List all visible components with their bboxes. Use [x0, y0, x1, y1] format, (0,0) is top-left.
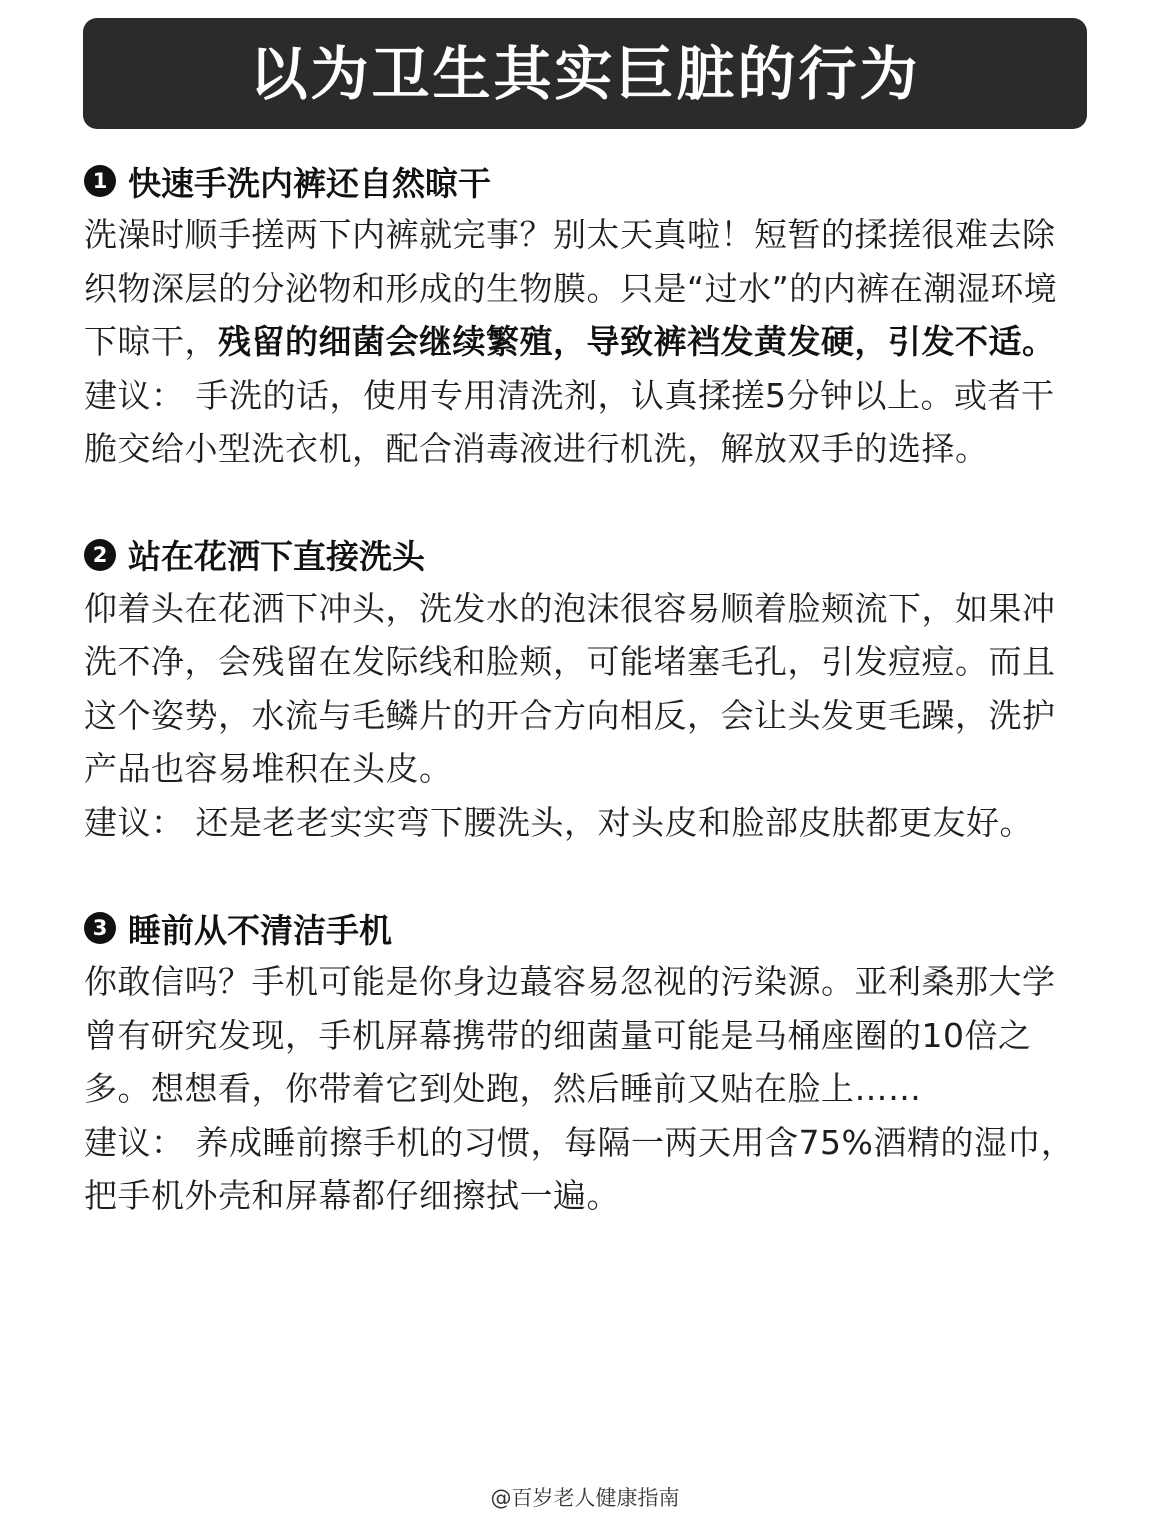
article-content: [84, 154, 1084, 1223]
watermark-footer: @百岁老人健康指南: [490, 1486, 680, 1510]
section-heading: [84, 528, 1084, 582]
body-text: 洗澡时顺手搓两下内裤就完事？别太天真啦！短暂的揉搓很难去除织物深层的分泌物和形成的生物膜。只是“过水”的内裤在潮湿环境下晾干，: [84, 215, 1058, 361]
section-heading-text: 快速手洗内裤还自然晾干: [128, 163, 491, 203]
section-suggestion: [84, 1116, 1084, 1223]
circled-number-icon: 3: [84, 912, 116, 944]
section-body: [84, 582, 1084, 796]
circled-number-icon: 2: [84, 539, 116, 571]
body-emphasis: 残留的细菌会继续繁殖，导致裤裆发黄发硬，引发不适。: [218, 322, 1056, 361]
section-heading: [84, 901, 1084, 955]
section-heading-text: 站在花洒下直接洗头: [128, 537, 425, 576]
suggestion-label: 建议：: [84, 375, 185, 415]
circled-number-icon: 1: [84, 165, 116, 197]
suggestion-text: 养成睡前擦手机的习惯，每隔一两天用含75%酒精的湿巾，把手机外壳和屏幕都仔细擦拭一遍。: [84, 1122, 1075, 1215]
section-2: [84, 528, 1084, 850]
suggestion-label: 建议：: [84, 1122, 185, 1162]
section-body: [84, 955, 1084, 1116]
section-heading: [84, 154, 1084, 208]
page-title: 以为卫生其实巨脏的行为: [249, 39, 921, 108]
title-banner: [83, 18, 1087, 129]
section-1: [84, 154, 1084, 476]
body-text: 仰着头在花洒下冲头，洗发水的泡沫很容易顺着脸颊流下，如果冲洗不净，会残留在发际线和脸颊，可能堵塞毛孔，引发痘痘。而且这个姿势，水流与毛鳞片的开合方向相反，会让头发更毛躁，洗护产品也容易堆积在头皮。: [84, 588, 1056, 788]
section-body: [84, 208, 1084, 369]
section-suggestion: [84, 369, 1084, 476]
body-text: 你敢信吗？手机可能是你身边蕞容易忽视的污染源。亚利桑那大学曾有研究发现，手机屏幕携带的细菌量可能是马桶座圈的10倍之多。想想看，你带着它到处跑，然后睡前又贴在脸上……: [84, 962, 1056, 1108]
suggestion-text: 还是老老实实弯下腰洗头，对头皮和脸部皮肤都更友好。: [184, 802, 1033, 842]
section-heading-text: 睡前从不清洁手机: [128, 910, 392, 950]
suggestion-text: 手洗的话，使用专用清洗剂，认真揉搓5分钟以上。或者干脆交给小型洗衣机，配合消毒液进行机洗，解放双手的选择。: [84, 375, 1055, 468]
section-3: [84, 901, 1084, 1223]
section-suggestion: [84, 796, 1084, 850]
suggestion-label: 建议：: [84, 802, 185, 842]
